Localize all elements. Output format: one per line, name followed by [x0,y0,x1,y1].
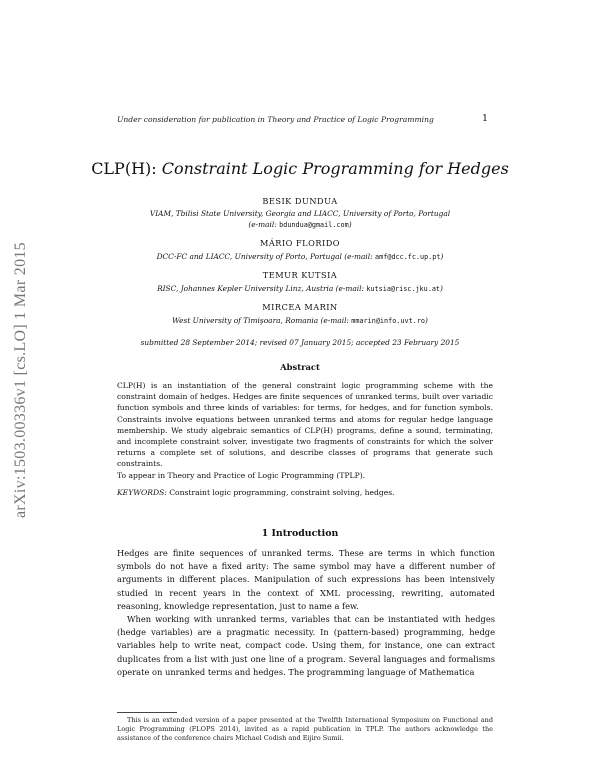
email-prefix: (e-mail: [344,252,376,261]
author-affiliation: VIAM, Tbilisi State University, Georgia and LIACC, University of Porto, Portugal [149,209,451,218]
arxiv-stamp-text: arXiv:1503.00336v1 [cs.LO] 1 Mar 2015 [12,242,29,518]
author-name: MÁRIO FLORIDO [259,238,340,248]
keywords-label: KEYWORDS: [117,488,167,497]
author-affiliation: RISC, Johannes Kepler University Linz, Austria [157,284,334,293]
author-affiliation-email [0,316,600,325]
author-email[interactable]: kutsia@risc.jku.at [366,285,441,293]
submission-dates: submitted 28 September 2014; revised 07 January 2015; accepted 23 February 2015 [140,338,460,347]
email-prefix: (e-mail: [320,316,352,325]
author-affiliation-email [0,284,600,293]
footnote-rule [117,712,177,713]
email-suffix: ) [440,284,443,293]
email-suffix: ) [348,220,352,229]
paper-title [0,159,600,178]
email-prefix: (e-mail: [248,220,280,229]
author-email[interactable]: bdundua@gmail.com [279,221,349,229]
title-rest: Constraint Logic Programming for Hedges [161,159,509,178]
arxiv-stamp [8,195,34,565]
footnote-text: This is an extended version of a paper presented at the Twelfth International Symposium on Functional and Logic Programming (FLOPS 2014), invited as a rapid publication in TPLP. The authors acknowledge the assistance of the conference chairs Michael Codish and Eijiro Sumii. [117,716,493,743]
author-name: MIRCEA MARIN [262,302,338,312]
footnote [117,716,493,744]
paragraph: Hedges are finite sequences of unranked terms. These are terms in which function symbols do not have a fixed arity: The same symbol may have a different number of arguments in different places. Manipulation of such expressions has been intensively studied in recent years in the context of XML processing, rewriting, automated reasoning, knowledge representation, just to name a few. [117,548,495,611]
keywords [117,488,395,497]
running-header: Under consideration for publication in Theory and Practice of Logic Programming [117,115,434,124]
section-heading: 1 Introduction [261,528,339,539]
author-email[interactable]: amf@dcc.fc.up.pt [375,253,441,261]
author-affiliation: West University of Timişoara, Romania [172,316,319,325]
email-suffix: ) [440,252,444,261]
author-email-line [0,220,600,229]
abstract-heading: Abstract [280,362,320,372]
tplp-note: To appear in Theory and Practice of Logic Programming (TPLP). [117,471,366,480]
section-body [117,547,495,679]
abstract-text: CLP(H) is an instantiation of the general constraint logic programming scheme with the constraint domain of hedges. Hedges are finite sequences of unranked terms, built over variadic function symbols and three kinds of variables: for terms, for hedges, and for function symbols. Constraints involve equations between unranked terms and atoms for regular hedge language membership. We study algebraic semantics of CLP(H) programs, define a sound, terminating, and incomplete constraint solver, investigate two fragments of constraints for which the solver returns a complete set of solutions, and describe classes of programs that generate such constraints. [117,381,493,469]
page-number: 1 [482,113,489,124]
email-suffix: ) [424,316,428,325]
author-affiliation-email [0,252,600,261]
paragraph: When working with unranked terms, variables that can be instantiated with hedges (hedge variables) are a pragmatic necessity. In (pattern-based) programming, hedge variables help to write neat, compact code. Using them, for instance, one can extract duplicates from a list with just one line of a program. Several languages and formalisms operate on unranked terms and hedges. The programming language of Mathematica [117,614,495,677]
keywords-text: Constraint logic programming, constraint solving, hedges. [166,488,395,497]
author-affiliation: DCC-FC and LIACC, University of Porto, Portugal [156,252,342,261]
email-prefix: (e-mail: [335,284,367,293]
author-name: TEMUR KUTSIA [262,270,338,280]
title-prefix: CLP(H): [91,159,162,178]
author-name: BESIK DUNDUA [262,196,338,206]
author-email[interactable]: mmarin@info.uvt.ro [351,317,425,325]
